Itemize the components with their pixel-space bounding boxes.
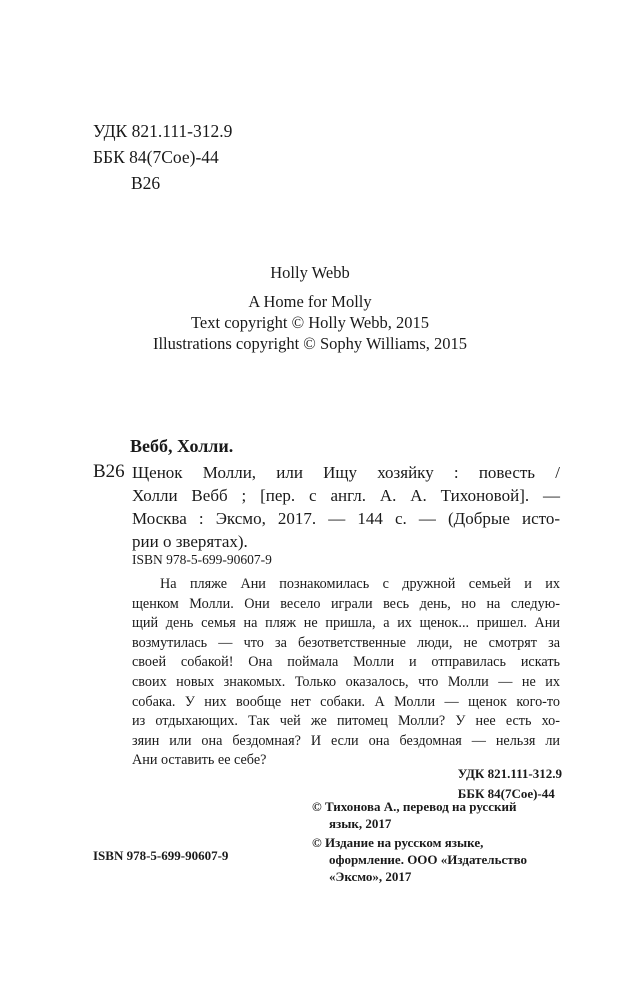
annotation-line: щий день семья на пляж не пришла, а их щенок... пришел. Ани (132, 615, 560, 632)
annotation-line: своей собакой! Она поймала Молли и отправилась искать (132, 654, 560, 671)
copyright-notices (312, 798, 527, 885)
annotation-line: возмутилась — что за безответственные люди, не смотрят за (132, 634, 560, 651)
translation-copyright-line: язык, 2017 (329, 816, 392, 831)
catalog-code: В26 (93, 461, 125, 482)
edition-copyright-line: © Издание на русском языке, (312, 835, 484, 850)
annotation-line: зяин или она бездомная? И если она бездомная — нельзя ли (132, 732, 560, 749)
annotation-line: щенком Молли. Они весело играли весь день, но на следую- (132, 595, 560, 612)
author-mark-code: В26 (131, 173, 161, 193)
catalog-description-line: Москва : Эксмо, 2017. — 144 с. — (Добрые исто- (132, 509, 560, 528)
annotation-line: На пляже Ани познакомилась с дружной семьей и их (160, 576, 560, 592)
annotation-line: Ани оставить ее себе? (132, 752, 267, 769)
footer-bbk: ББК 84(7Сое)-44 (457, 786, 555, 801)
edition-copyright-line: оформление. ООО «Издательство (329, 852, 528, 867)
original-edition-info (0, 262, 620, 354)
text-copyright: Text copyright © Holly Webb, 2015 (191, 313, 429, 332)
catalog-description-line: рии о зверятах). (132, 532, 248, 551)
catalog-isbn: ISBN 978-5-699-90607-9 (132, 552, 272, 567)
illustrations-copyright: Illustrations copyright © Sophy Williams, 2015 (152, 334, 468, 353)
catalog-description-line: Щенок Молли, или Ищу хозяйку : повесть / (132, 463, 560, 482)
udk-code: УДК 821.111-312.9 (93, 121, 233, 141)
annotation-line: из отдыхающих. Так чей же питомец Молли? У нее есть хо- (132, 713, 560, 730)
annotation-line: собака. У них вообще нет собаки. А Молли — щенок кого-то (132, 693, 560, 710)
edition-copyright (312, 834, 527, 885)
catalog-author-heading: Вебб, Холли. (130, 436, 234, 456)
translation-copyright (312, 798, 527, 832)
original-author: Holly Webb (270, 263, 350, 282)
bbk-code: ББК 84(7Сое)-44 (93, 147, 219, 167)
annotation-paragraph (132, 575, 560, 771)
annotation-line: своих новых знакомых. Только оказалось, что Молли — не их (132, 673, 560, 690)
catalog-description-line: Холли Вебб ; [пер. с англ. А. А. Тихоновой]. — (132, 486, 560, 505)
footer-udk: УДК 821.111-312.9 (457, 766, 562, 781)
edition-copyright-line: «Эксмо», 2017 (329, 869, 412, 884)
catalog-description (132, 461, 560, 553)
classification-codes (93, 118, 232, 196)
translation-copyright-line: © Тихонова А., перевод на русский (312, 799, 517, 814)
original-title: A Home for Molly (248, 292, 372, 311)
footer-isbn: ISBN 978-5-699-90607-9 (93, 848, 229, 863)
